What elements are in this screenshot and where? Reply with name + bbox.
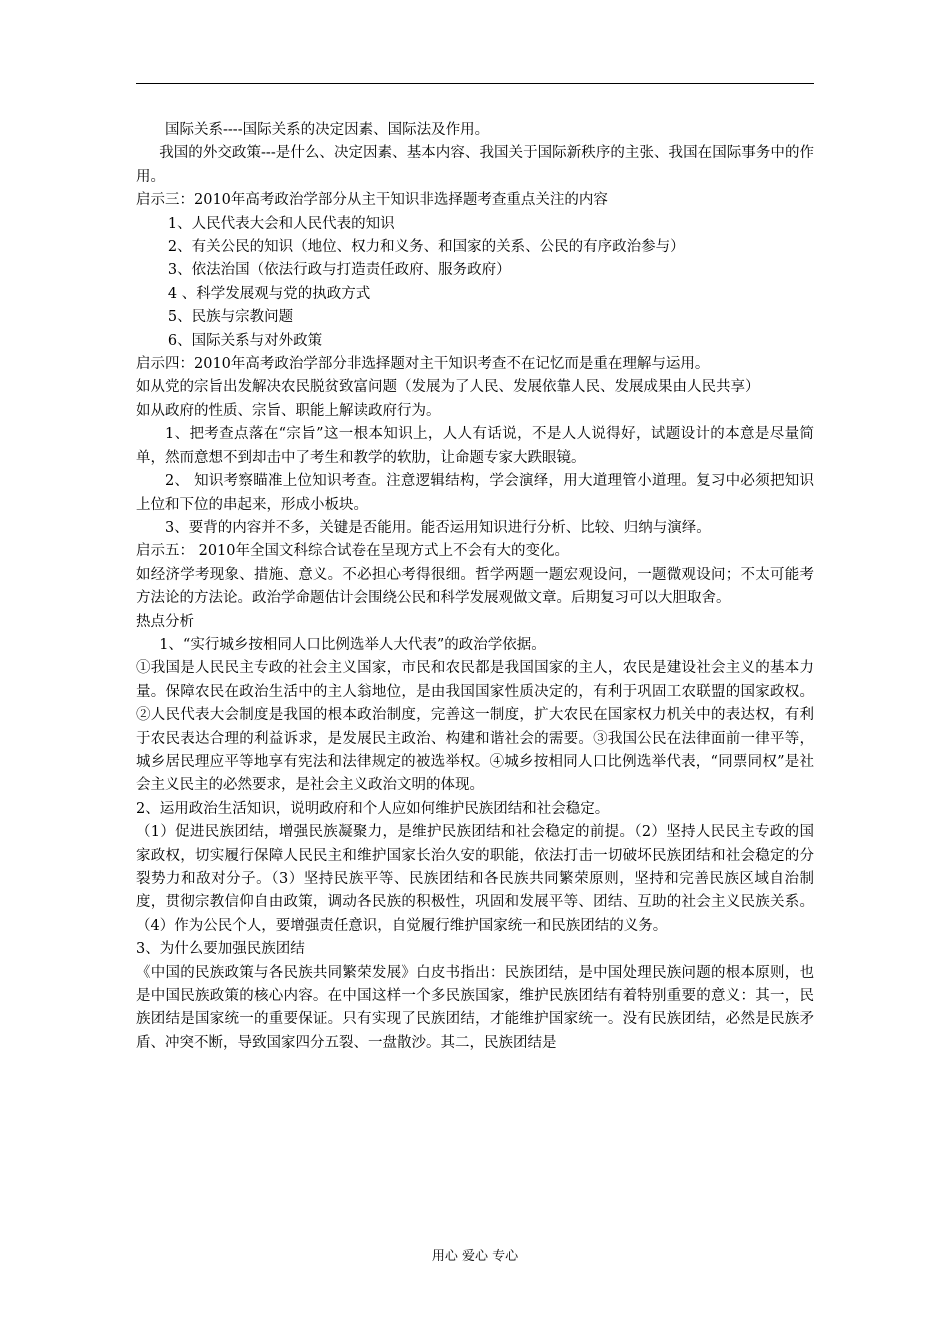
question-heading: 3、为什么要加强民族团结	[136, 941, 305, 958]
paragraph: ①我国是人民民主专政的社会主义国家，市民和农民都是我国国家的主人，农民是建设社会主义的基本力量。保障农民在政治生活中的主人翁地位，是由我国国家性质决定的，有利于巩固工农联盟的国家政权。②人民代表大会制度是我国的根本政治制度，完善这一制度，扩大农民在国家权力机关中的表达权，有利于农民表达合理的利益诉求，是发展民主政治、构建和谐社会的需要。③我国公民在法律面前一律平等，城乡居民理应平等地享有宪法和法律规定的被选举权。④城乡按相同人口比例选举代表，“同票同权”是社会主义民主的必然要求，是社会主义政治文明的体现。	[136, 660, 814, 794]
paragraph: 如从党的宗旨出发解决农民脱贫致富问题（发展为了人民、发展依靠人民、发展成果由人民共享）	[136, 379, 760, 396]
header-rule	[136, 83, 814, 84]
question-heading: 2、运用政治生活知识，说明政府和个人应如何维护民族团结和社会稳定。	[136, 800, 610, 817]
section-heading: 启示四：2010年高考政治学部分非选择题对主干知识考查不在记忆而是重在理解与运用。	[136, 356, 710, 373]
list-item: 2、有关公民的知识（地位、权力和义务、和国家的关系、公民的有序政治参与）	[167, 239, 685, 256]
page-footer: 用心 爱心 专心	[431, 1249, 519, 1264]
list-item: 3、依法治国（依法行政与打造责任政府、服务政府）	[167, 262, 511, 279]
list-item: 1、人民代表大会和人民代表的知识	[167, 215, 395, 232]
paragraph: 《中国的民族政策与各民族共同繁荣发展》白皮书指出：民族团结，是中国处理民族问题的根本原则，也是中国民族政策的核心内容。在中国这样一个多民族国家，维护民族团结有着特别重要的意义：其一，民族团结是国家统一的重要保证。只有实现了民族团结，才能维护国家统一。没有民族团结，必然是民族矛盾、冲突不断，导致国家四分五裂、一盘散沙。其二，民族团结是	[136, 964, 814, 1051]
list-item: 4 、科学发展观与党的执政方式	[167, 285, 371, 302]
paragraph: 如经济学考现象、措施、意义。不必担心考得很细。哲学两题一题宏观设问，一题微观设问；不太可能考方法论的方法论。政治学命题估计会围绕公民和科学发展观做文章。后期复习可以大胆取舍。	[136, 566, 814, 607]
list-item: 5、民族与宗教问题	[167, 309, 294, 326]
document-body	[136, 119, 814, 1055]
paragraph: 如从政府的性质、宗旨、职能上解读政府行为。	[136, 402, 441, 419]
section-heading: 启示三：2010年高考政治学部分从主干知识非选择题考查重点关注的内容	[136, 192, 608, 209]
paragraph: 3、要背的内容并不多，关键是否能用。能否运用知识进行分析、比较、归纳与演绎。	[165, 519, 711, 536]
paragraph: 1、把考查点落在“宗旨”这一根本知识上，人人有话说，不是人人说得好，试题设计的本意是尽量简单，然而意想不到却击中了考生和教学的软肋，让命题专家大跌眼镜。	[136, 426, 814, 466]
section-heading: 启示五： 2010年全国文科综合试卷在呈现方式上不会有大的变化。	[136, 543, 570, 560]
list-item: 6、国际关系与对外政策	[167, 332, 323, 349]
paragraph: 我国的外交政策---是什么、决定因素、基本内容、我国关于国际新秩序的主张、我国在国际事务中的作用。	[136, 145, 814, 185]
section-heading: 热点分析	[136, 613, 194, 630]
paragraph: （1）促进民族团结，增强民族凝聚力，是维护民族团结和社会稳定的前提。（2）坚持人民民主专政的国家政权，切实履行保障人民民主和维护国家长治久安的职能，依法打击一切破坏民族团结和社会稳定的分裂势力和敌对分子。（3）坚持民族平等、民族团结和各民族共同繁荣原则，坚持和完善民族区域自治制度，贯彻宗教信仰自由政策，调动各民族的积极性，巩固和发展平等、团结、互助的社会主义民族关系。（4）作为公民个人，要增强责任意识，自觉履行维护国家统一和民族团结的义务。	[136, 824, 814, 934]
question-heading: 1、“实行城乡按相同人口比例选举人大代表”的政治学依据。	[159, 636, 546, 653]
paragraph: 2、 知识考察瞄准上位知识考查。注意逻辑结构，学会演绎，用大道理管小道理。复习中必须把知识上位和下位的串起来，形成小板块。	[136, 473, 814, 513]
paragraph: 国际关系----国际关系的决定因素、国际法及作用。	[165, 122, 490, 138]
